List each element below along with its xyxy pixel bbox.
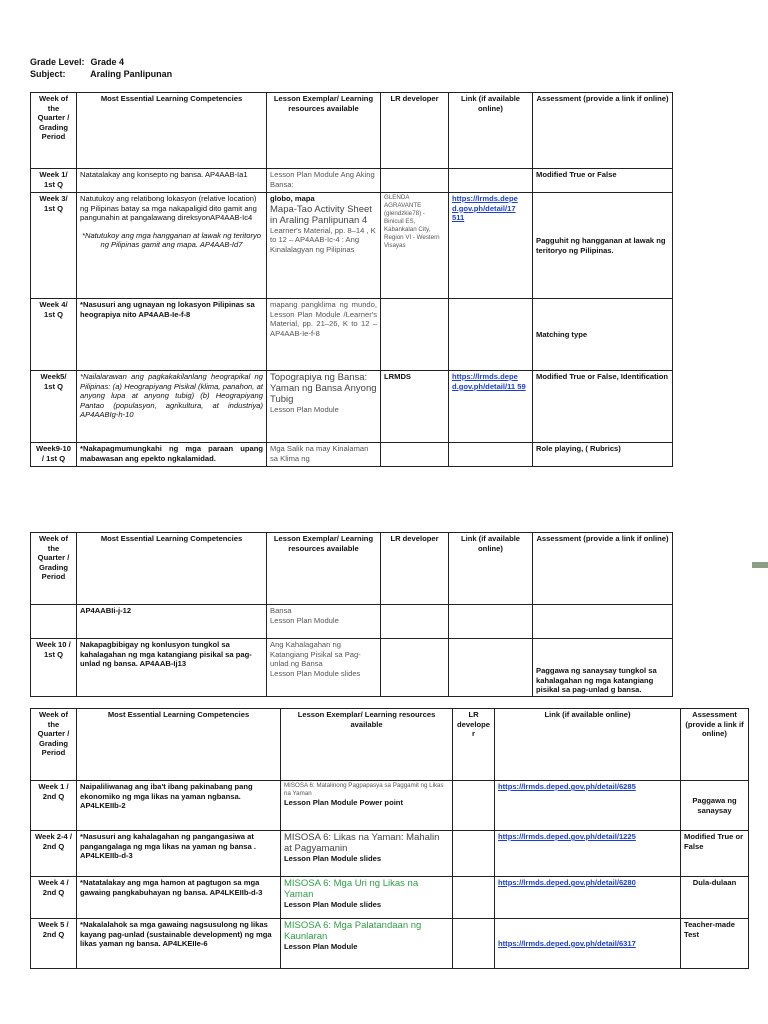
col-lr-header: LR developer — [381, 533, 449, 605]
subject-label: Subject: — [30, 69, 66, 79]
lesson-line-a: globo, mapa — [270, 194, 315, 203]
table-row — [31, 831, 749, 877]
melc-cell: *Nakalalahok sa mga gawaing nagsusulong ng likas kayang pag-unlad (sustainable development) ng mga likas yaman ng bansa. AP4LKEIIe-6 — [77, 919, 281, 969]
col-assessment-header: Assessment (provide a link if online) — [681, 709, 749, 781]
assessment-cell: Pagguhit ng hangganan at lawak ng teritoryo ng Pilipinas. — [533, 193, 673, 299]
melc-cell: AP4AABIi-j-12 — [77, 605, 267, 639]
resource-link[interactable]: https://lrmds.depe d.gov.ph/detail/17 511 — [452, 194, 518, 223]
melc-cell: *Nasusuri ang ugnayan ng lokasyon Pilipinas sa heograpiya nito AP4AAB-Ie-f-8 — [77, 299, 267, 371]
week-cell: Week 5 / 2nd Q — [31, 919, 77, 969]
link-cell[interactable] — [449, 193, 533, 299]
col-week-header: Week of the Quarter / Grading Period — [31, 533, 77, 605]
col-link-header: Link (if available online) — [495, 709, 681, 781]
lesson-cell — [281, 831, 453, 877]
grade-level-value: Grade 4 — [90, 57, 125, 67]
lesson-line-b: Lesson Plan Module — [270, 405, 339, 414]
col-week-header: Week of the Quarter / Grading Period — [31, 93, 77, 169]
lesson-line-b: Lesson Plan Module Power point — [284, 798, 403, 807]
week-cell: Week 10 / 1st Q — [31, 639, 77, 697]
link-cell — [449, 299, 533, 371]
lesson-line-a: MISOSA 6: Mga Palatandaan ng Kaunlaran — [284, 920, 422, 942]
grade-level-line — [30, 56, 124, 68]
week-cell: Week5/ 1st Q — [31, 371, 77, 443]
lesson-cell: mapang pangklima ng mundo, Lesson Plan Module /Learner's Material, pp. 21–26, K to 12 – AP4AAB-Ie-f-8 — [267, 299, 381, 371]
link-cell[interactable] — [495, 877, 681, 919]
col-link-header: Link (if available online) — [449, 93, 533, 169]
lesson-line-b: Lesson Plan Module — [284, 942, 358, 951]
competency-table-3 — [30, 708, 749, 969]
assessment-cell: Paggawa ng sanaysay — [681, 781, 749, 831]
lesson-cell — [267, 371, 381, 443]
melc-cell: *Nailalarawan ang pagkakakilanlang heograpikal ng Pilipinas: (a) Heograpiyang Pisikal (klima, panahon, at anyong lupa at anyong tubig) (b) Heograpiyang Pantao (populasyon, agrikultura, at industriya) AP4AABIg-h-10 — [77, 371, 267, 443]
table-row — [31, 299, 673, 371]
subject-value: Araling Panlipunan — [90, 69, 173, 79]
side-scroll-marker — [752, 562, 768, 568]
col-lr-header: LR developer — [381, 93, 449, 169]
lr-cell — [381, 169, 449, 193]
melc-cell: Naipaliliwanag ang iba't ibang pakinabang pang ekonomiko ng mga likas na yaman ngbansa. AP4LKEIIb-2 — [77, 781, 281, 831]
lesson-cell: Lesson Plan Module Ang Aking Bansa: — [267, 169, 381, 193]
lesson-line-b: Lesson Plan Module slides — [270, 668, 361, 678]
link-cell[interactable] — [495, 831, 681, 877]
link-cell[interactable] — [449, 371, 533, 443]
table-row — [31, 371, 673, 443]
lesson-cell: Mga Salik na may Kinalaman sa Klima ng — [267, 443, 381, 467]
lesson-line-a: Bansa — [270, 606, 292, 615]
link-cell[interactable] — [495, 919, 681, 969]
col-link-header: Link (if available online) — [449, 533, 533, 605]
lr-cell — [453, 831, 495, 877]
week-cell: Week 1 / 2nd Q — [31, 781, 77, 831]
melc-text: Natutukoy ang relatibong lokasyon (relative location) ng Pilipinas batay sa mga nakapaligid dito gamit ang pangunahin at pangalawang direksyonAP4AAB-Ic4 — [80, 194, 257, 223]
resource-link[interactable]: https://lrmds.depe d.gov.ph/detail/11 59 — [452, 372, 526, 391]
week-cell: Week 4 / 2nd Q — [31, 877, 77, 919]
lesson-cell — [281, 877, 453, 919]
col-lr-header: LR develope r — [453, 709, 495, 781]
week-cell: Week 1/ 1st Q — [31, 169, 77, 193]
competency-table-1 — [30, 92, 673, 467]
table-row — [31, 193, 673, 299]
melc-cell: *Nasusuri ang kahalagahan ng pangangasiwa at pangangalaga ng mga likas na yaman ng bansa . AP4LKEIIb-d-3 — [77, 831, 281, 877]
lr-cell: GLENDA AGRAVANTE (glendzkie78) - Binicuil ES, Kabankalan City, Region VI - Western Visayas — [381, 193, 449, 299]
assessment-cell — [533, 605, 673, 639]
link-cell — [449, 605, 533, 639]
lr-cell — [381, 605, 449, 639]
melc-cell: Natatalakay ang konsepto ng bansa. AP4AAB-Ia1 — [77, 169, 267, 193]
lesson-line-b: Lesson Plan Module slides — [284, 900, 382, 909]
lesson-line-b: Mapa-Tao Activity Sheet in Araling Panlipunan 4 — [270, 203, 372, 226]
table-row — [31, 919, 749, 969]
melc-cell: Nakapagbibigay ng konlusyon tungkol sa kahalagahan ng mga katangiang pisikal sa pag- unlad ng bansa. AP4AAB-Ij13 — [77, 639, 267, 697]
assessment-cell: Paggawa ng sanaysay tungkol sa kahalagahan ng mga katangiang pisikal sa pag-unlad g bansa. — [533, 639, 673, 697]
resource-link[interactable]: https://lrmds.deped.gov.ph/detail/1225 — [498, 832, 636, 841]
week-cell: Week 4/ 1st Q — [31, 299, 77, 371]
lr-cell — [453, 877, 495, 919]
table-header-row — [31, 709, 749, 781]
week-cell: Week 3/ 1st Q — [31, 193, 77, 299]
col-assessment-header: Assessment (provide a link if online) — [533, 533, 673, 605]
assessment-cell: Matching type — [533, 299, 673, 371]
col-lesson-header: Lesson Exemplar/ Learning resources available — [281, 709, 453, 781]
week-cell — [31, 605, 77, 639]
col-melc-header: Most Essential Learning Competencies — [77, 533, 267, 605]
table-row — [31, 169, 673, 193]
link-cell — [449, 169, 533, 193]
col-assessment-header: Assessment (provide a link if online) — [533, 93, 673, 169]
resource-link[interactable]: https://lrmds.deped.gov.ph/detail/6317 — [498, 938, 636, 948]
lesson-line-c: Learner's Material, pp. 8–14 , K to 12 – AP4AAB-Ic-4 : Ang Kinalalagyan ng Pilipinas — [270, 225, 376, 254]
table-row — [31, 443, 673, 467]
lesson-line-b: Lesson Plan Module — [270, 615, 339, 625]
lesson-line-a: MISOSA 6: Mga Uri ng Likas na Yaman — [284, 878, 419, 900]
grade-level-label: Grade Level: — [30, 57, 85, 67]
week-cell: Week 2-4 / 2nd Q — [31, 831, 77, 877]
resource-link[interactable]: https://lrmds.deped.gov.ph/detail/6280 — [498, 878, 636, 887]
lr-cell — [453, 919, 495, 969]
melc-cell: *Natatalakay ang mga hamon at pagtugon sa mga gawaing pangkabuhayan ng bansa. AP4LKEIIb-d-3 — [77, 877, 281, 919]
week-cell: Week9-10 / 1st Q — [31, 443, 77, 467]
assessment-cell: Teacher-made Test — [681, 919, 749, 969]
link-cell — [449, 639, 533, 697]
col-melc-header: Most Essential Learning Competencies — [77, 709, 281, 781]
col-week-header: Week of the Quarter / Grading Period — [31, 709, 77, 781]
lr-cell — [381, 639, 449, 697]
subject-line — [30, 68, 172, 80]
melc-cell — [77, 193, 267, 299]
col-lesson-header: Lesson Exemplar/ Learning resources available — [267, 533, 381, 605]
assessment-cell: Dula-dulaan — [681, 877, 749, 919]
lr-cell — [381, 299, 449, 371]
assessment-cell: Role playing, ( Rubrics) — [533, 443, 673, 467]
lesson-cell — [267, 193, 381, 299]
lesson-cell — [281, 781, 453, 831]
lesson-cell — [281, 919, 453, 969]
link-cell — [449, 443, 533, 467]
lesson-line-a: Ang Kahalagahan ng Katangiang Pisikal sa Pag-unlad ng Bansa — [270, 640, 361, 669]
lesson-line-b: Lesson Plan Module slides — [284, 854, 382, 863]
lesson-cell — [267, 605, 381, 639]
lesson-cell — [267, 639, 381, 697]
assessment-cell: Modified True or False — [533, 169, 673, 193]
resource-link[interactable]: https://lrmds.deped.gov.ph/detail/6285 — [498, 782, 636, 791]
lr-cell — [453, 781, 495, 831]
assessment-cell: Modified True or False, Identification — [533, 371, 673, 443]
assessment-cell: Modified True or False — [681, 831, 749, 877]
col-melc-header: Most Essential Learning Competencies — [77, 93, 267, 169]
link-cell[interactable] — [495, 781, 681, 831]
lr-cell: LRMDS — [381, 371, 449, 443]
table-row — [31, 605, 673, 639]
table-row — [31, 781, 749, 831]
table-header-row — [31, 93, 673, 169]
table-row — [31, 639, 673, 697]
col-lesson-header: Lesson Exemplar/ Learning resources available — [267, 93, 381, 169]
table-header-row — [31, 533, 673, 605]
lesson-line-a: MISOSA 6: Likas na Yaman: Mahalin at Pagyamanin — [284, 832, 440, 854]
lesson-line-a: Topograpiya ng Bansa: Yaman ng Bansa Anyong Tubig — [270, 372, 377, 405]
competency-table-2 — [30, 532, 673, 697]
melc-cell: *Nakapagmumungkahi ng mga paraan upang mabawasan ang epekto ngkalamidad. — [77, 443, 267, 467]
melc-note: *Natutukoy ang mga hangganan at lawak ng teritoryo ng Pilipinas gamit ang mapa. AP4AAB-Id7 — [82, 230, 261, 250]
lesson-line-a: MISOSA 6: Matalinong Pagpapasya sa Paggamit ng Likas na Yaman — [284, 782, 444, 797]
table-row — [31, 877, 749, 919]
lr-cell — [381, 443, 449, 467]
